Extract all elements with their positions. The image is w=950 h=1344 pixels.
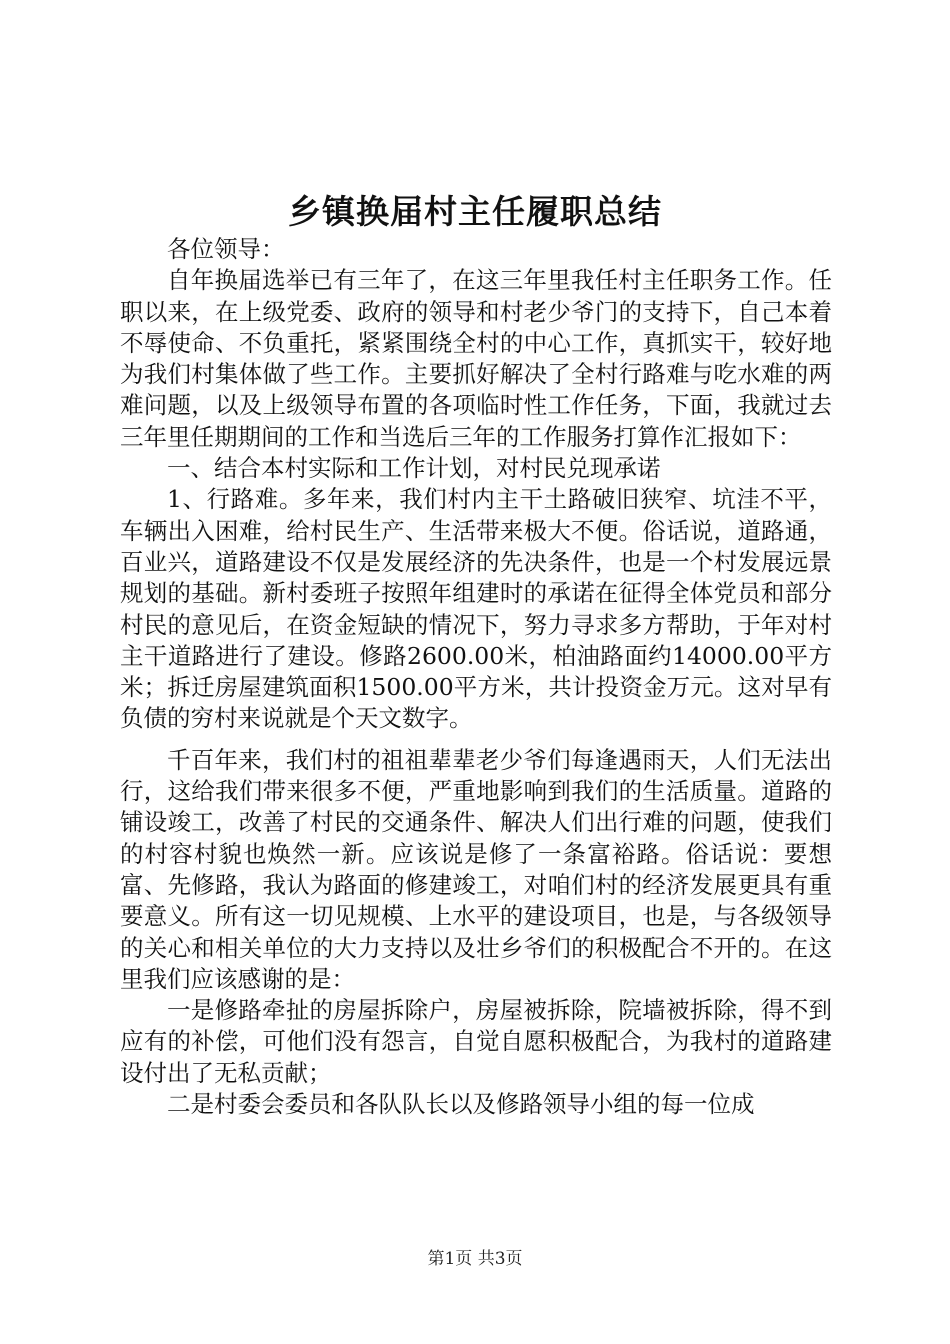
paragraph-road-problem: 1、行路难。多年来，我们村内主干土路破旧狭窄、坑洼不平，车辆出入困难，给村民生产、生活带来极大不便。俗话说，道路通，百业兴，道路建设不仅是发展经济的先决条件，也是一个村发展远景规划的基础。新村委班子按照年组建时的承诺在征得全体党员和部分村民的意见后，在资金短缺的情况下，努力寻求多方帮助，于年对村主干道路进行了建设。修路2600.00米，柏油路面约14000.00平方米；拆迁房屋建筑面积1500.00平方米，共计投资金万元。这对早有负债的穷村来说就是个天文数字。 xyxy=(120,485,832,733)
paragraph-road-impact: 千百年来，我们村的祖祖辈辈老少爷们每逢遇雨天，人们无法出行，这给我们带来很多不便，严重地影响到我们的生活质量。道路的铺设竣工，改善了村民的交通条件、解决人们出行难的问题，使我们的村容村貌也焕然一新。应该说是修了一条富裕路。俗话说：要想富、先修路，我认为路面的修建竣工，对咱们村的经济发展更具有重要意义。所有这一切见规模、上水平的建设项目，也是，与各级领导的关心和相关单位的大力支持以及壮乡爷们的积极配合不开的。在这里我们应该感谢的是： xyxy=(120,745,832,993)
document-body xyxy=(120,234,832,1120)
section-heading-1: 一、结合本村实际和工作计划，对村民兑现承诺 xyxy=(167,454,661,483)
salutation: 各位领导： xyxy=(167,235,285,263)
document-title: 乡镇换届村主任履职总结 xyxy=(288,192,662,231)
paragraph-thanks-1: 一是修路牵扯的房屋拆除户，房屋被拆除，院墙被拆除，得不到应有的补偿，可他们没有怨言，自觉自愿积极配合，为我村的道路建设付出了无私贡献； xyxy=(120,996,832,1087)
paragraph-intro: 自年换届选举已有三年了，在这三年里我任村主任职务工作。任职以来，在上级党委、政府的领导和村老少爷门的支持下，自己本着不辱使命、不负重托，紧紧围绕全村的中心工作，真抓实干，较好地为我们村集体做了些工作。主要抓好解决了全村行路难与吃水难的两难问题，以及上级领导布置的各项临时性工作任务，下面，我就过去三年里任期期间的工作和当选后三年的工作服务打算作汇报如下： xyxy=(120,266,832,451)
page-footer: 第1页 共3页 xyxy=(427,1249,523,1269)
paragraph-thanks-2: 二是村委会委员和各队队长以及修路领导小组的每一位成 xyxy=(167,1090,755,1119)
